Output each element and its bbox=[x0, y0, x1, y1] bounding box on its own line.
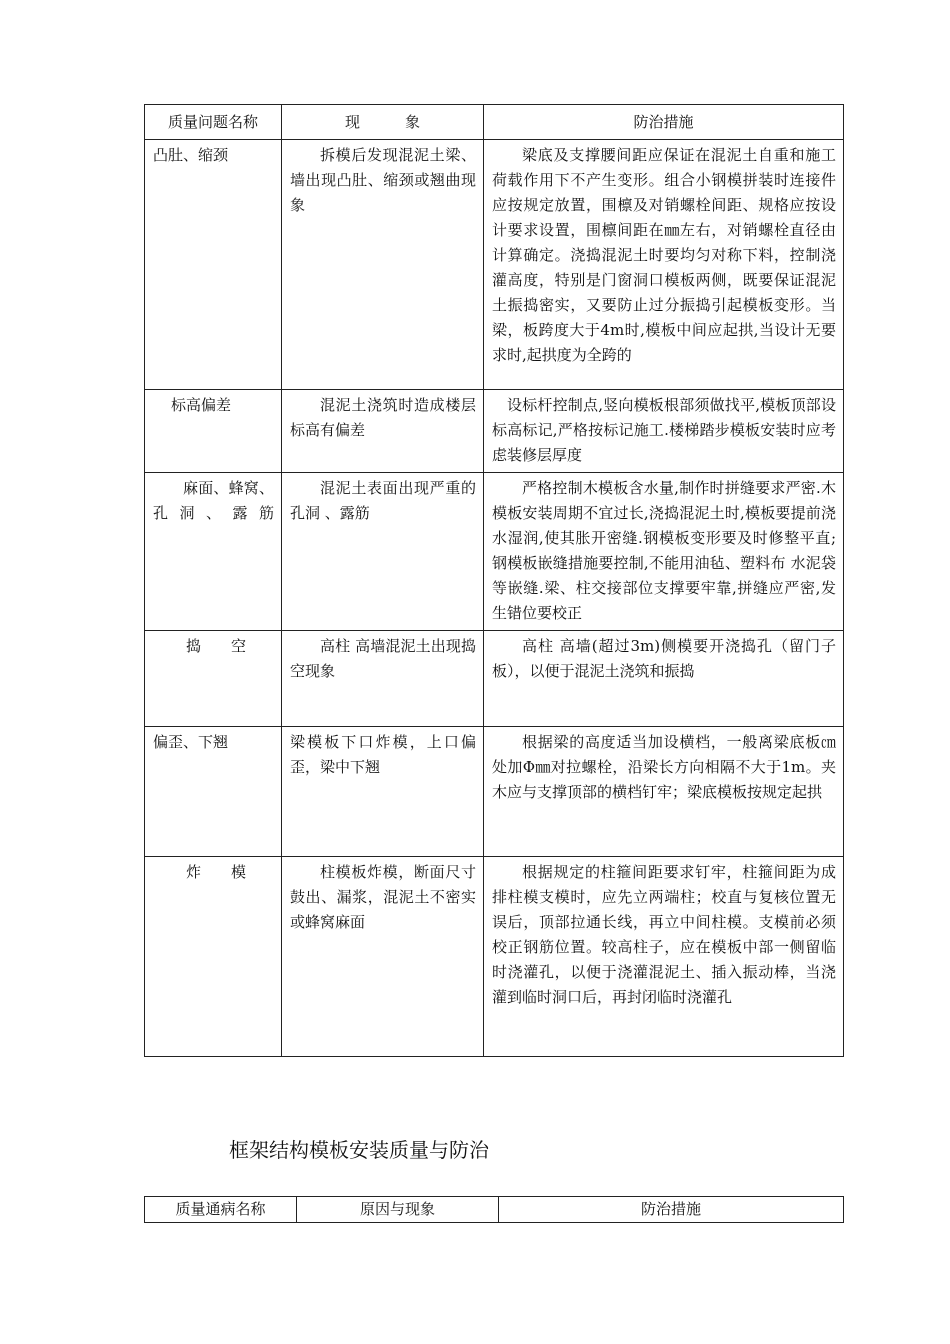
issue-name: 炸 模 bbox=[186, 863, 247, 881]
phenomenon-text: 混泥土浇筑时造成楼层标高有偏差 bbox=[290, 396, 476, 439]
phenomenon-text: 高柱 高墙混泥土出现捣空现象 bbox=[290, 637, 476, 680]
header-measures: 防治措施 bbox=[499, 1197, 844, 1223]
phenomenon-text: 梁模板下口炸模，上口偏歪，梁中下翘 bbox=[290, 733, 476, 776]
measures-cell bbox=[484, 727, 844, 857]
phenomenon-cell bbox=[282, 857, 484, 1057]
issue-name-cell bbox=[145, 631, 282, 727]
measures-text: 高柱 高墙(超过3m)侧模要开浇捣孔（留门子板），以便于混泥土浇筑和振捣 bbox=[492, 637, 836, 680]
phenomenon-text: 混泥土表面出现严重的孔洞 、露筋 bbox=[290, 479, 476, 522]
issue-name-cell bbox=[145, 727, 282, 857]
table-row bbox=[145, 390, 844, 473]
issue-name: 捣 空 bbox=[186, 637, 247, 655]
section-heading: 框架结构模板安装质量与防治 bbox=[229, 1138, 489, 1162]
table-header-row bbox=[145, 105, 844, 140]
table-row bbox=[145, 473, 844, 631]
measures-cell bbox=[484, 140, 844, 390]
issue-name: 麻面、蜂窝、孔洞、露筋 bbox=[153, 479, 274, 522]
issue-name: 偏歪、下翘 bbox=[153, 733, 229, 751]
phenomenon-text: 拆模后发现混泥土梁、墙出现凸肚、缩颈或翘曲现象 bbox=[290, 146, 476, 214]
phenomenon-text: 柱模板炸模，断面尺寸鼓出、漏浆，混泥土不密实或蜂窝麻面 bbox=[290, 863, 476, 931]
issue-name-cell bbox=[145, 390, 282, 473]
table-row bbox=[145, 140, 844, 390]
measures-text: 设标杆控制点,竖向模板根部须做找平,模板顶部设标高标记,严格按标记施工.楼梯踏步模板安装时应考虑装修层厚度 bbox=[492, 396, 836, 464]
measures-text: 根据规定的柱箍间距要求钉牢，柱箍间距为成排柱模支模时，应先立两端柱；校直与复核位置无误后，顶部拉通长线，再立中间柱模。支模前必须校正钢筋位置。较高柱子，应在模板中部一侧留临时浇灌孔，以便于浇灌混泥土、插入振动棒，当浇灌到临时洞口后，再封闭临时浇灌孔 bbox=[492, 863, 836, 1006]
issue-name: 凸肚、缩颈 bbox=[153, 146, 229, 164]
header-issue-name: 质量问题名称 bbox=[145, 105, 282, 140]
header-cause: 原因与现象 bbox=[297, 1197, 499, 1223]
table-row bbox=[145, 727, 844, 857]
measures-text: 严格控制木模板含水量,制作时拼缝要求严密.木模板安装周期不宜过长,浇捣混泥土时,模板要提前浇水湿润,使其胀开密缝.钢模板变形要及时修整平直;钢模板嵌缝措施要控制,不能用油毡、塑料布 水泥袋等嵌缝.梁、柱交接部位支撑要牢靠,拼缝应严密,发生错位要校正 bbox=[492, 479, 836, 622]
table-row bbox=[145, 857, 844, 1057]
measures-cell bbox=[484, 631, 844, 727]
table-header-row bbox=[145, 1197, 844, 1223]
issue-name-cell bbox=[145, 140, 282, 390]
issue-name: 标高偏差 bbox=[171, 396, 232, 414]
phenomenon-cell bbox=[282, 631, 484, 727]
phenomenon-cell bbox=[282, 727, 484, 857]
header-phenomenon: 现 象 bbox=[282, 105, 484, 140]
measures-cell bbox=[484, 857, 844, 1057]
header-defect-name: 质量通病名称 bbox=[145, 1197, 297, 1223]
measures-text: 根据梁的高度适当加设横档，一般离梁底板㎝处加Φ㎜对拉螺栓，沿梁长方向相隔不大于1m。夹木应与支撑顶部的横档钉牢；梁底模板按规定起拱 bbox=[492, 733, 836, 801]
measures-cell bbox=[484, 390, 844, 473]
framework-quality-table bbox=[144, 1196, 844, 1223]
quality-issues-table bbox=[144, 104, 844, 1057]
phenomenon-cell bbox=[282, 390, 484, 473]
phenomenon-cell bbox=[282, 473, 484, 631]
issue-name-cell bbox=[145, 857, 282, 1057]
issue-name-cell bbox=[145, 473, 282, 631]
header-measures: 防治措施 bbox=[484, 105, 844, 140]
phenomenon-cell bbox=[282, 140, 484, 390]
measures-cell bbox=[484, 473, 844, 631]
measures-text: 梁底及支撑腰间距应保证在混泥土自重和施工荷载作用下不产生变形。组合小钢模拼装时连接件应按规定放置，围檩及对销螺栓间距、规格应按设计要求设置，围檩间距在㎜左右，对销螺栓直径由计算确定。浇捣混泥土时要均匀对称下料，控制浇灌高度，特别是门窗洞口模板两侧，既要保证混泥土振捣密实，又要防止过分振捣引起模板变形。当梁，板跨度大于4m时,模板中间应起拱,当设计无要求时,起拱度为全跨的 bbox=[492, 146, 836, 364]
table-row bbox=[145, 631, 844, 727]
